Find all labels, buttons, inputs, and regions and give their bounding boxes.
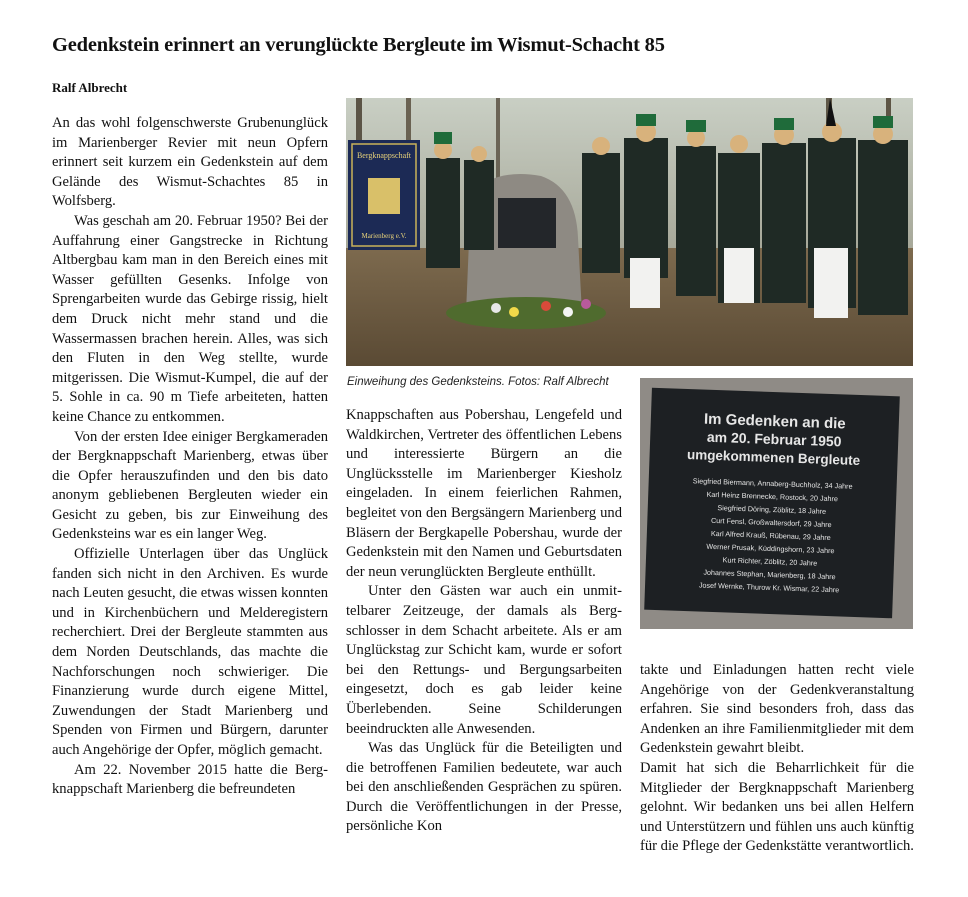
photo-caption: Einweihung des Gedenksteins. Fotos: Ralf Albrecht xyxy=(347,376,609,388)
plaque-name: Kurt Richter, Zöblitz, 20 Jahre xyxy=(722,555,818,568)
plaque-name: Werner Prusak, Küddingshorn, 23 Jahre xyxy=(706,541,835,556)
banner-text: Marienberg e.V. xyxy=(361,232,407,240)
plaque-heading: umgekommenen Bergleute xyxy=(686,447,861,469)
plaque-heading: am 20. Februar 1950 xyxy=(706,428,842,450)
paragraph: Was das Unglück für die Beteiligten und die betroffenen Familien bedeutete, war auch bei den anschließenden Gesprächen zu spüren. Durch die Veröffentlichungen in der Presse, persönliche Kon xyxy=(346,740,622,835)
plaque-name: Siegfried Biermann, Annaberg-Buchholz, 34 Jahre xyxy=(692,476,853,491)
paragraph: Offizielle Unterlagen über das Unglück fanden sich nicht in den Archiven. Es wurde nach Leuten gesucht, die etwas wissen konnten und in Kirchenbüchern und Melderegistern recherchiert. Drei der Bergleute stammten aus dem Norden Deutschlands, das machte die Nachforschungen noch schwieriger. Die Finanzierung wurde durch eigene Mittel, Zuwendungen der Stadt Marienberg und Spenden von Firmen und Bürgern, darunter auch Angehörige der Opfer, möglich gemacht. xyxy=(52,546,328,758)
paragraph: Knappschaften aus Pobershau, Lengefeld und Waldkirchen, Vertreter des öffentlichen Lebens und interessierte Bürgern an die Unglücksstelle im Marienberger Kiesholz eingeladen. In einem feierlichen Rahmen, begleitet von den Bergsängern Marienberg und Bläsern der Bergkapelle Pobershau, wurde der Gedenkstein mit den Namen und Geburtsdaten der neun verunglückten Bergleute enthüllt. xyxy=(346,407,622,580)
paragraph: Damit hat sich die Beharrlichkeit für die Mitglieder der Bergknappschaft Marienberg gelohnt. Wir bedanken uns bei allen Helfern und Unterstützern und fühlen uns auch künftig für die Pflege der Gedenkstätte verantwortlich. xyxy=(640,759,914,855)
paragraph: An das wohl folgenschwerste Grubenunglück im Marienberger Revier mit neun Opfern erinnert seit kurzem ein Gedenkstein auf dem Gelände des Wismut-Schachtes 85 in Wolfsberg. xyxy=(52,115,328,210)
plaque-name: Karl Heinz Brennecke, Rostock, 20 Jahre xyxy=(706,489,839,504)
plaque-name: Siegfried Döring, Zöblitz, 18 Jahre xyxy=(717,503,827,516)
plaque-heading: Im Gedenken an die xyxy=(703,410,846,433)
paragraph: Am 22. November 2015 hatte die Bergknappschaft Marienberg die befreundeten xyxy=(52,761,328,798)
paragraph: Unter den Gästen war auch ein unmittelbarer Zeitzeuge, der damals als Bergschlosser in dem Schacht arbeitete. Als er am Unglückstag zur Schicht kam, wurde er sofort bei den Rettungs- und Bergungsarbeiten eingesetzt, doch es gab leider keine Überlebenden. Seine Schilderungen beeindruckten alle Anwesenden. xyxy=(346,583,622,737)
article-title: Gedenkstein erinnert an verunglückte Bergleute im Wismut-Schacht 85 xyxy=(52,34,665,56)
plaque-name: Josef Wernke, Thurow Kr. Wismar, 22 Jahre xyxy=(698,580,840,595)
paragraph: takte und Einladungen hatten recht viele Angehörige von der Gedenkveranstaltung erfahren. Sie sind besonders froh, dass das Andenken an ihre Familienmitglieder mit dem Gedenkstein gewahrt bleibt. xyxy=(640,662,914,757)
ceremony-photo xyxy=(346,98,913,366)
paragraph: Was geschah am 20. Februar 1950? Bei der Auffahrung einer Gangstrecke in Richtung Altbergbau kam man in den Bereich eines mit Wasser gefüllten Gesenks. Infolge von Sprengarbeiten wurde das Gebirge rissig, hielt dem Druck nicht mehr stand und die Wassermassen brachen herein. Alles, was sich den Fluten in den Weg stellte, wurde mitgerissen. Die Wismut-Kumpel, die auf der 5. Sohle in ca. 90 m Tiefe arbeiteten, hatten keine Chance zu entkommen. xyxy=(52,212,328,425)
plaque-photo xyxy=(640,378,913,629)
plaque-name: Johannes Stephan, Marienberg, 18 Jahre xyxy=(703,567,836,582)
article-author: Ralf Albrecht xyxy=(52,80,128,95)
paragraph: Von der ersten Idee einiger Bergkameraden der Bergknappschaft Marienberg, etwas über die Opfer herauszufinden und den bis dato anonym gebliebenen Bergleuten wieder ein Gesicht zu geben, bis zur Einweihung des Gedenksteins war es ein langer Weg. xyxy=(52,428,328,543)
plaque-name: Karl Alfred Krauß, Rübenau, 29 Jahre xyxy=(710,528,831,543)
plaque-name: Curt Fensl, Großwaltersdorf, 29 Jahre xyxy=(710,515,832,530)
banner-text: Bergknappschaft xyxy=(356,151,412,160)
text-column-1 xyxy=(52,114,328,800)
text-column-3 xyxy=(640,661,914,857)
text-column-2 xyxy=(346,406,622,837)
